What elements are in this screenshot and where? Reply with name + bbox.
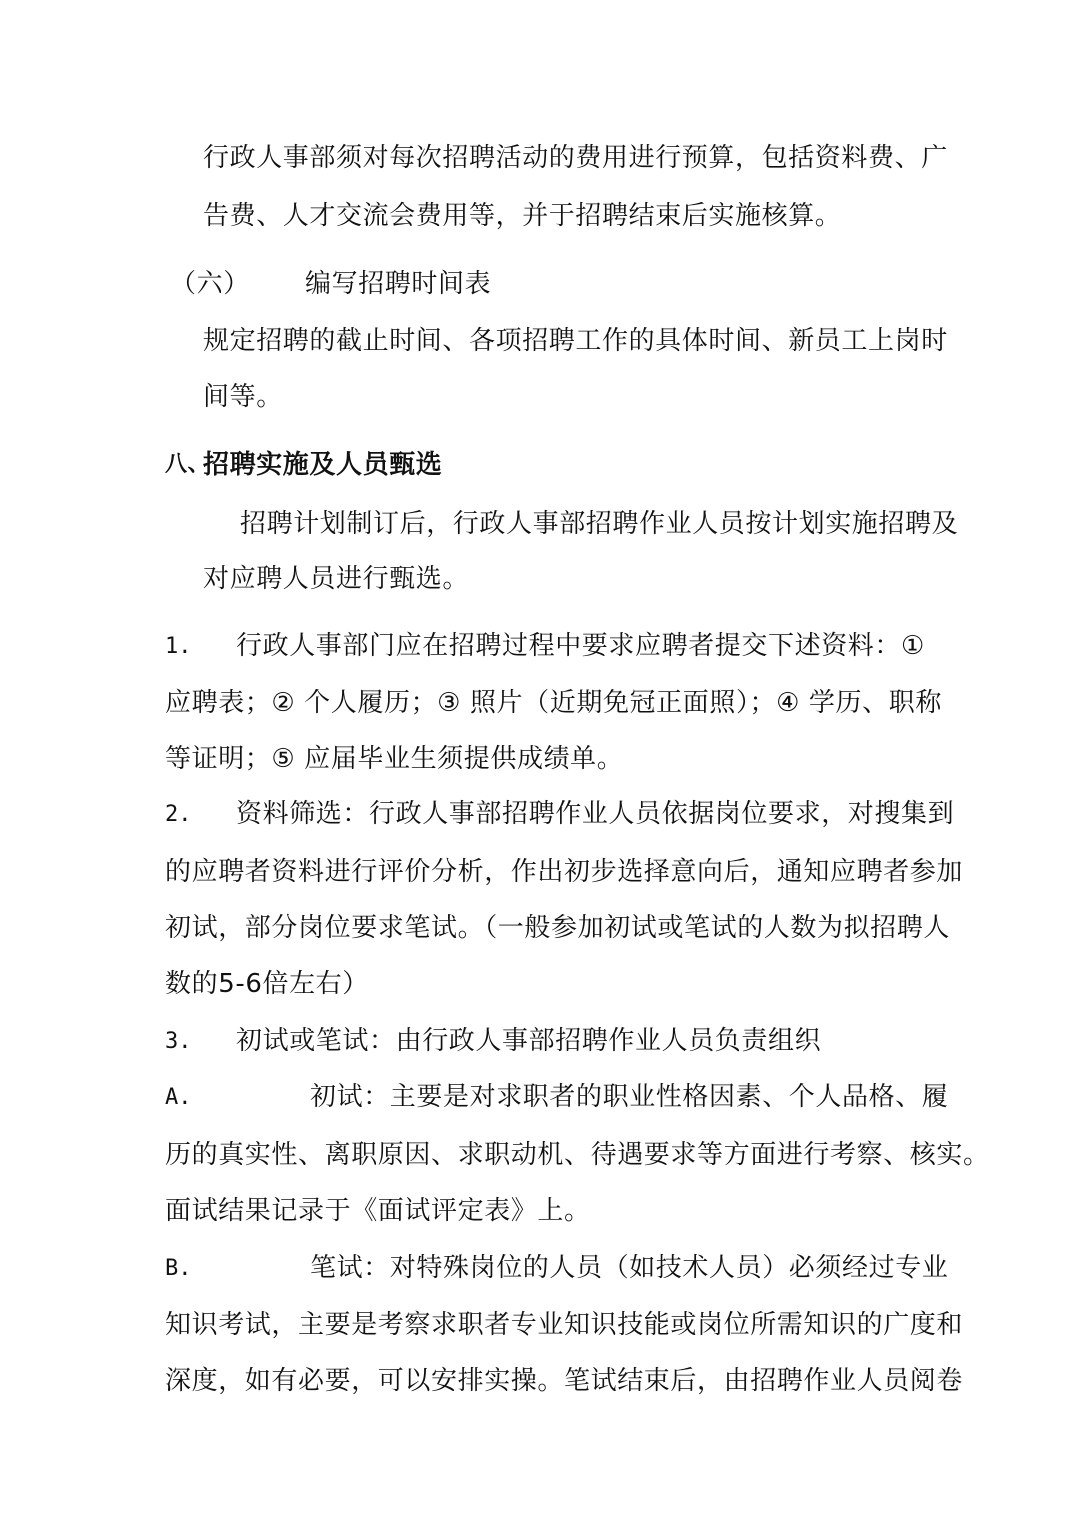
schedule-line-1: 规定招聘的截止时间、各项招聘工作的具体时间、新员工上岗时 [203, 326, 948, 356]
schedule-line-2: 间等。 [203, 382, 283, 412]
itemA-line-1: 初试：主要是对求职者的职业性格因素、个人品格、履 [310, 1082, 949, 1112]
item1-number: 1. [165, 634, 192, 659]
item2-line-2: 的应聘者资料进行评价分析，作出初步选择意向后，通知应聘者参加 [165, 857, 964, 887]
item1-line-1: 行政人事部门应在招聘过程中要求应聘者提交下述资料：① [236, 631, 925, 661]
item1-line-3: 等证明；⑤ 应届毕业生须提供成绩单。 [165, 744, 624, 774]
itemB-line-1: 笔试：对特殊岗位的人员（如技术人员）必须经过专业 [310, 1253, 949, 1283]
section8-marker: 八、 [165, 452, 211, 477]
budget-line-1: 行政人事部须对每次招聘活动的费用进行预算，包括资料费、广 [203, 143, 948, 173]
itemB-line-2: 知识考试，主要是考察求职者专业知识技能或岗位所需知识的广度和 [165, 1310, 964, 1340]
item2-number: 2. [165, 802, 192, 827]
itemB-line-3: 深度，如有必要，可以安排实操。笔试结束后，由招聘作业人员阅卷 [165, 1366, 964, 1396]
item3-number: 3. [165, 1029, 192, 1054]
itemB-letter: B. [165, 1256, 192, 1281]
section8-intro-line-1: 招聘计划制订后，行政人事部招聘作业人员按计划实施招聘及 [240, 509, 959, 539]
budget-line-2: 告费、人才交流会费用等，并于招聘结束后实施核算。 [203, 201, 842, 231]
item1-line-2: 应聘表；② 个人履历；③ 照片（近期免冠正面照）；④ 学历、职称 [165, 688, 942, 718]
item3-line-1: 初试或笔试：由行政人事部招聘作业人员负责组织 [236, 1026, 822, 1056]
section8-intro-line-2: 对应聘人员进行甄选。 [203, 564, 470, 594]
schedule-title: 编写招聘时间表 [305, 269, 492, 299]
itemA-letter: A. [165, 1085, 192, 1110]
schedule-marker: （六） [170, 269, 250, 299]
itemA-line-3: 面试结果记录于《面试评定表》上。 [165, 1196, 591, 1226]
section8-title: 招聘实施及人员甄选 [203, 450, 443, 480]
item2-line-3: 初试，部分岗位要求笔试。（一般参加初试或笔试的人数为拟招聘人 [165, 913, 951, 943]
itemA-line-2: 历的真实性、离职原因、求职动机、待遇要求等方面进行考察、核实。 [165, 1140, 990, 1170]
item2-line-4: 数的5-6倍左右） [165, 969, 369, 999]
item2-line-1: 资料筛选：行政人事部招聘作业人员依据岗位要求，对搜集到 [236, 799, 955, 829]
